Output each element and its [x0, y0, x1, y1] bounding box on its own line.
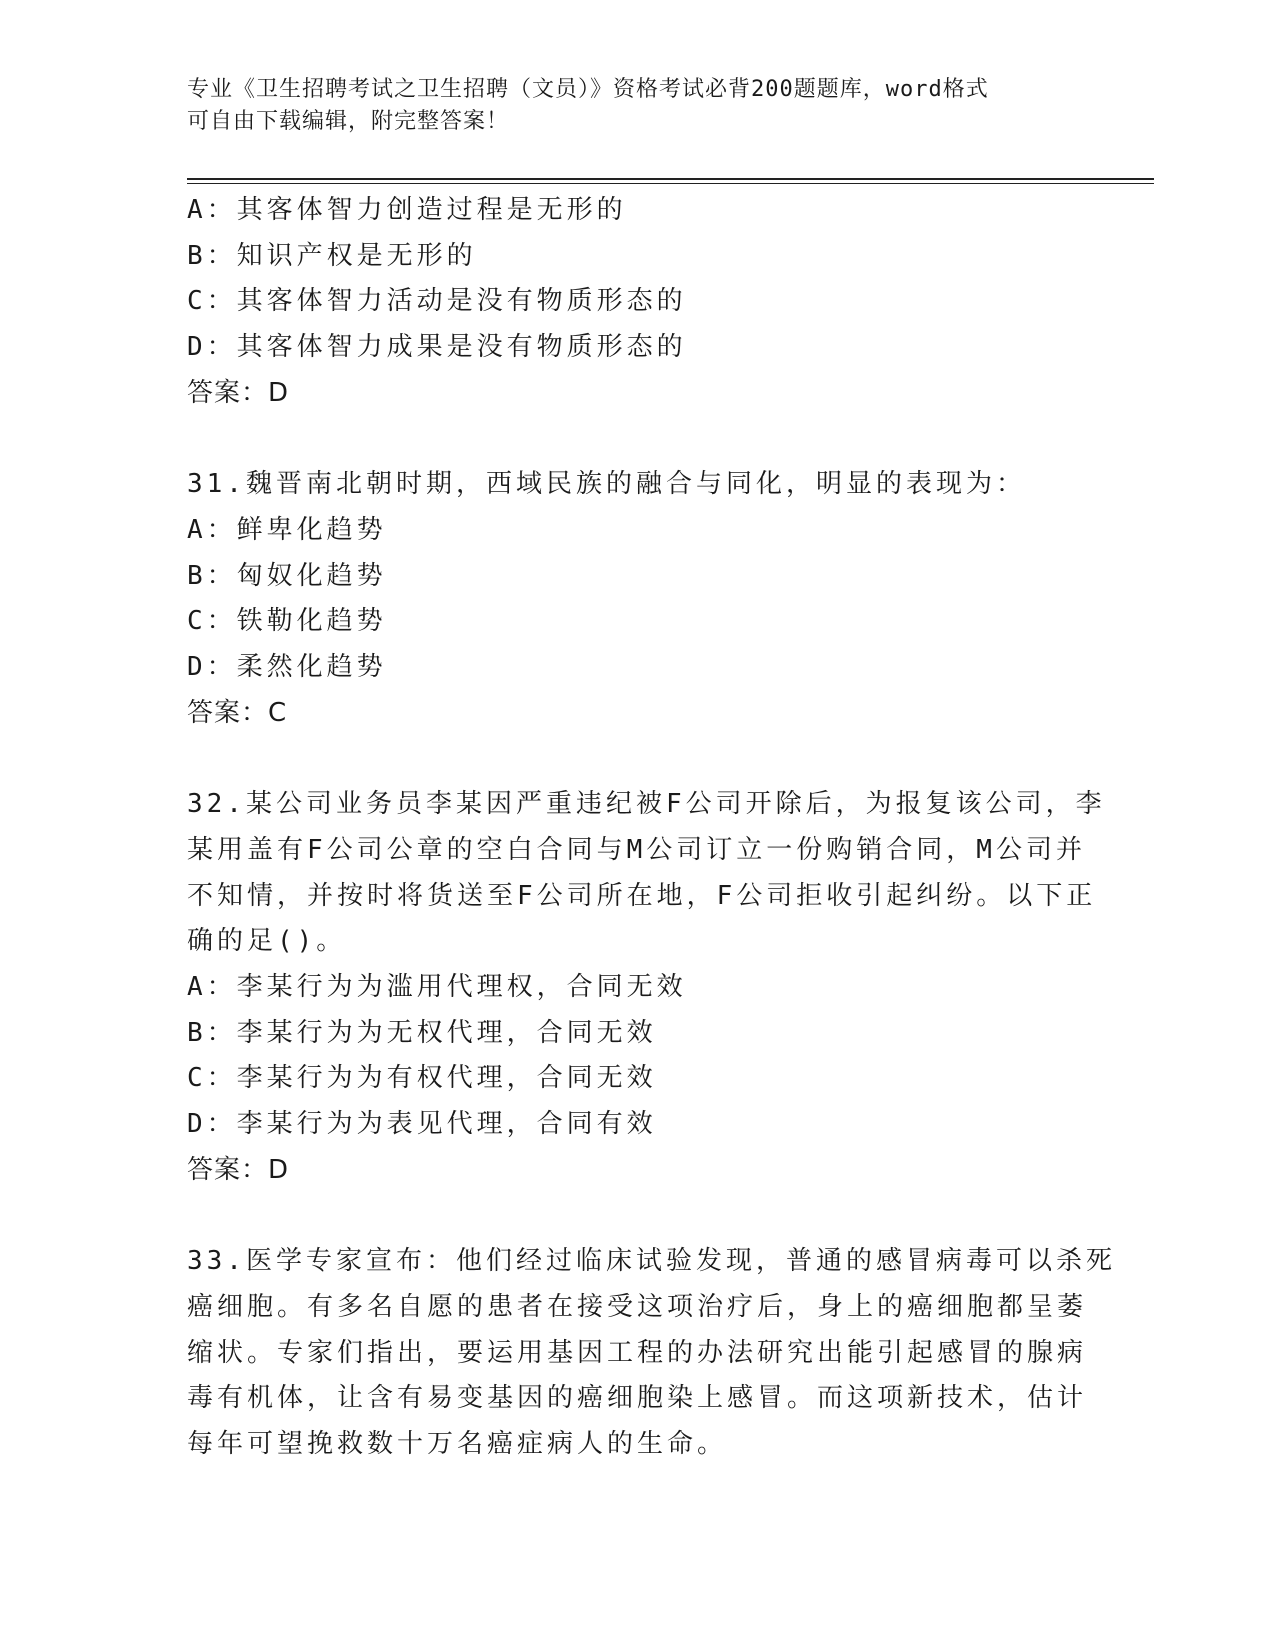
- option-d: D：李某行为为表见代理，合同有效: [187, 1109, 657, 1140]
- question-32: [187, 782, 1106, 1193]
- header-line-1: 专业《卫生招聘考试之卫生招聘（文员）》资格考试必背200题题库，word格式: [187, 77, 989, 102]
- option-c: C：李某行为为有权代理，合同无效: [187, 1063, 657, 1094]
- document-header: [187, 74, 1087, 138]
- answer-line: 答案：D: [187, 377, 290, 408]
- question-33: [187, 1239, 1116, 1468]
- question-stem-line: 33.医学专家宣布：他们经过临床试验发现，普通的感冒病毒可以杀死: [187, 1246, 1116, 1277]
- spacer: [187, 417, 1097, 463]
- option-b: B：匈奴化趋势: [187, 560, 387, 591]
- option-a: A：鲜卑化趋势: [187, 514, 387, 545]
- header-rule-thick: [187, 178, 1154, 180]
- option-a: A：李某行为为滥用代理权，合同无效: [187, 971, 687, 1002]
- question-stem-line: 每年可望挽救数十万名癌症病人的生命。: [187, 1428, 728, 1459]
- question-stem-line: 癌细胞。有多名自愿的患者在接受这项治疗后，身上的癌细胞都呈萎: [187, 1291, 1088, 1322]
- question-stem: 31.魏晋南北朝时期，西域民族的融合与同化，明显的表现为：: [187, 469, 1026, 500]
- option-b: B：李某行为为无权代理，合同无效: [187, 1017, 657, 1048]
- question-stem-line: 毒有机体，让含有易变基因的癌细胞染上感冒。而这项新技术，估计: [187, 1383, 1088, 1414]
- question-30-continued: [187, 188, 1097, 417]
- header-line-2: 可自由下载编辑，附完整答案！: [187, 109, 510, 134]
- spacer: [187, 1193, 1097, 1239]
- answer-line: 答案：C: [187, 697, 288, 728]
- document-body: [187, 188, 1116, 1468]
- option-c: C：其客体智力活动是没有物质形态的: [187, 286, 687, 317]
- question-stem-line: 某用盖有F公司公章的空白合同与M公司订立一份购销合同，M公司并: [187, 834, 1086, 865]
- option-d: D：其客体智力成果是没有物质形态的: [187, 332, 687, 363]
- answer-line: 答案：D: [187, 1154, 290, 1185]
- spacer: [187, 736, 1097, 782]
- header-rule-thin: [187, 183, 1154, 184]
- question-stem-line: 不知情，并按时将货送至F公司所在地，F公司拒收引起纠纷。以下正: [187, 880, 1097, 911]
- option-d: D：柔然化趋势: [187, 652, 387, 683]
- question-stem-line: 缩状。专家们指出，要运用基因工程的办法研究出能引起感冒的腺病: [187, 1337, 1088, 1368]
- option-a: A：其客体智力创造过程是无形的: [187, 195, 627, 225]
- question-31: [187, 462, 1097, 736]
- question-stem-line: 确的足()。: [187, 926, 347, 957]
- option-c: C：铁勒化趋势: [187, 606, 387, 637]
- option-b: B：知识产权是无形的: [187, 240, 477, 271]
- question-stem-line: 32.某公司业务员李某因严重违纪被F公司开除后，为报复该公司，李: [187, 789, 1106, 820]
